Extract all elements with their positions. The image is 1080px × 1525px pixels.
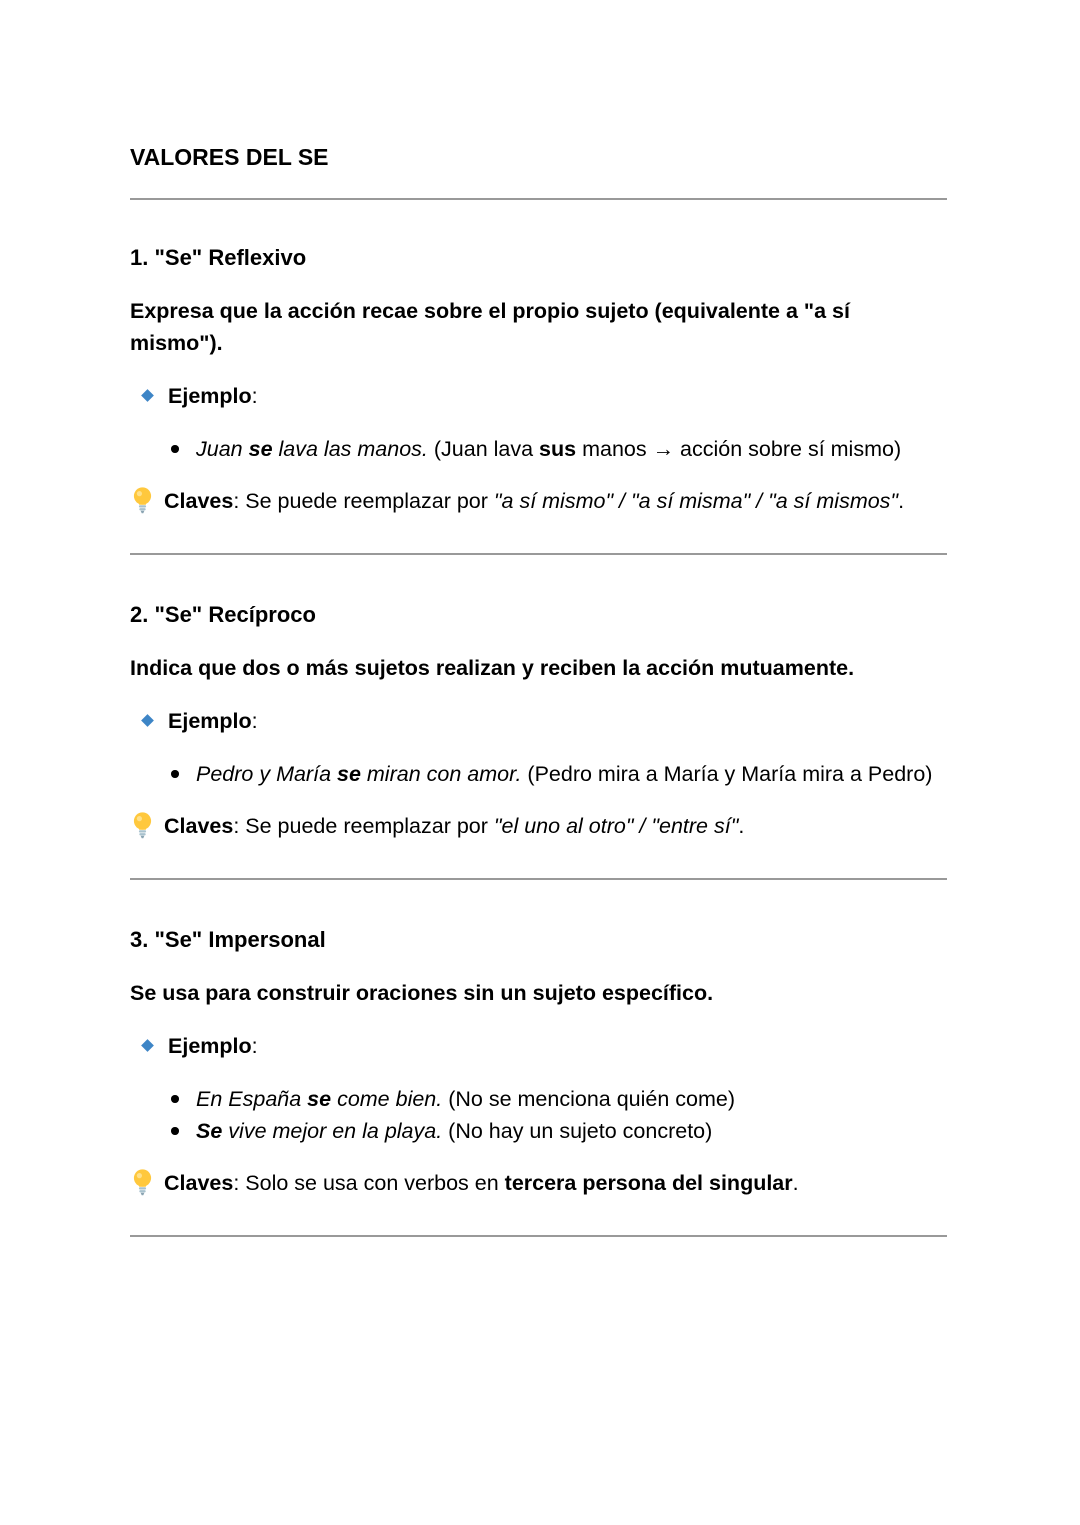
claves-text: Claves: Se puede reemplazar por "a sí mismo" / "a sí misma" / "a sí mismos". — [164, 489, 905, 513]
ejemplo-item — [130, 705, 947, 737]
section-heading: 3. "Se" Impersonal — [130, 927, 326, 952]
section-heading: 2. "Se" Recíproco — [130, 602, 316, 627]
ejemplo-list — [130, 380, 947, 412]
example-list — [130, 1083, 947, 1147]
section-description: Indica que dos o más sujetos realizan y reciben la acción mutuamente. — [130, 656, 855, 680]
example-item — [130, 758, 947, 790]
blue-diamond-icon — [141, 389, 154, 402]
ejemplo-list — [130, 1030, 947, 1062]
section-heading: 1. "Se" Reflexivo — [130, 245, 307, 270]
example-text: Pedro y María se miran con amor. (Pedro mira a María y María mira a Pedro) — [196, 762, 933, 786]
lightbulb-icon — [130, 1168, 155, 1196]
example-list — [130, 433, 947, 465]
claves-note — [130, 485, 947, 517]
section-divider — [130, 1235, 947, 1237]
title-divider — [130, 198, 947, 200]
example-text: Se vive mejor en la playa. (No hay un sujeto concreto) — [196, 1119, 713, 1143]
claves-text: Claves: Solo se usa con verbos en tercera persona del singular. — [164, 1171, 799, 1195]
lightbulb-icon — [130, 811, 155, 839]
section-se-reciproco — [130, 599, 947, 842]
ejemplo-label: Ejemplo: — [168, 1034, 258, 1058]
ejemplo-list — [130, 705, 947, 737]
section-divider — [130, 878, 947, 880]
section-description: Expresa que la acción recae sobre el propio sujeto (equivalente a "a sí mismo"). — [130, 299, 850, 355]
section-description: Se usa para construir oraciones sin un sujeto específico. — [130, 981, 714, 1005]
bullet-dot-icon — [171, 770, 179, 778]
lightbulb-icon — [130, 486, 155, 514]
claves-text: Claves: Se puede reemplazar por "el uno al otro" / "entre sí". — [164, 814, 745, 838]
bullet-dot-icon — [171, 1127, 179, 1135]
blue-diamond-icon — [141, 1039, 154, 1052]
section-divider — [130, 553, 947, 555]
example-item — [130, 1115, 947, 1147]
section-se-reflexivo — [130, 242, 947, 517]
bullet-dot-icon — [171, 1095, 179, 1103]
claves-note — [130, 1167, 947, 1199]
blue-diamond-icon — [141, 714, 154, 727]
ejemplo-item — [130, 380, 947, 412]
ejemplo-item — [130, 1030, 947, 1062]
ejemplo-label: Ejemplo: — [168, 709, 258, 733]
example-item — [130, 1083, 947, 1115]
claves-note — [130, 810, 947, 842]
ejemplo-label: Ejemplo: — [168, 384, 258, 408]
example-text: En España se come bien. (No se menciona quién come) — [196, 1087, 736, 1111]
section-se-impersonal — [130, 924, 947, 1199]
example-text: Juan se lava las manos. (Juan lava sus manos → acción sobre sí mismo) — [196, 437, 902, 461]
example-list — [130, 758, 947, 790]
example-item — [130, 433, 947, 465]
bullet-dot-icon — [171, 445, 179, 453]
page-title: VALORES DEL SE — [130, 144, 329, 170]
